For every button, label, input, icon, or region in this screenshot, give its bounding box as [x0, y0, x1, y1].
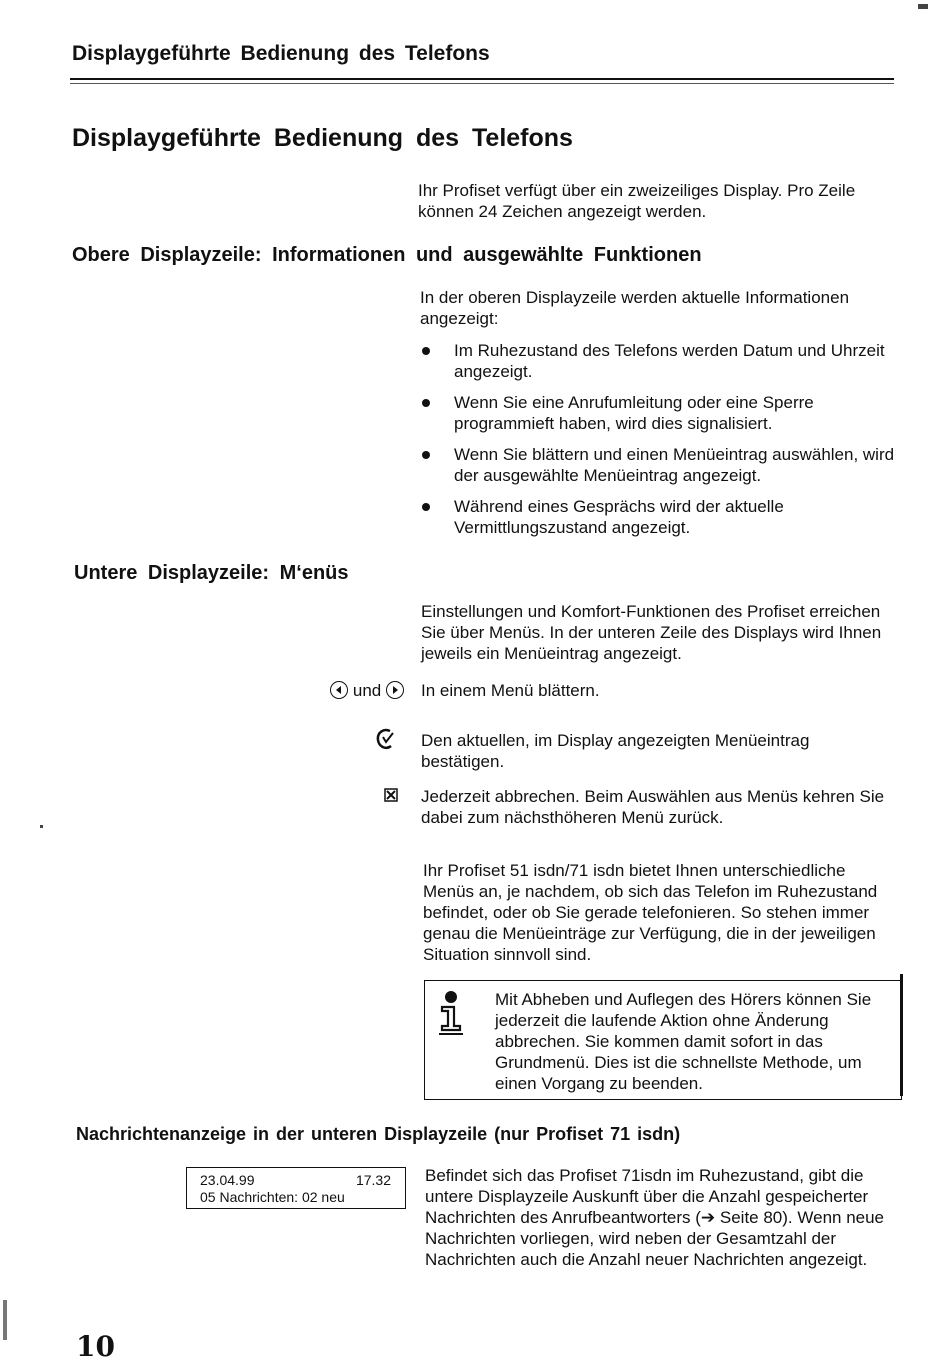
list-item: Während eines Gesprächs wird der aktuelle Vermittlungszustand angezeigt. [420, 496, 895, 538]
cancel-key-icon [384, 788, 398, 807]
scroll-keys-desc: In einem Menü blättern. [421, 681, 600, 700]
scan-speck [3, 1300, 7, 1340]
scan-speck [918, 4, 928, 9]
display-example [186, 1167, 406, 1209]
upper-display-text: In der oberen Displayzeile werden aktuelle Informationen angezeigt: [420, 288, 850, 328]
cancel-key-desc: Jederzeit abbrechen. Beim Auswählen aus Menüs kehren Sie dabei zum nächsthöheren Menü zurück. [421, 787, 885, 827]
intro-paragraph: Ihr Profiset verfügt über ein zweizeiliges Display. Pro Zeile können 24 Zeichen angezeigt werden. [418, 181, 856, 221]
page-number: 10 [76, 1330, 115, 1363]
right-arrow-key-icon [386, 681, 404, 699]
list-item: Wenn Sie eine Anrufumleitung oder eine Sperre programmieft haben, wird dies signalisiert. [420, 392, 895, 434]
display-date: 23.04.99 [200, 1172, 255, 1188]
info-icon [436, 990, 466, 1041]
keys-connector: und [352, 681, 382, 700]
header-rule-thin [70, 83, 894, 84]
menus-paragraph: Ihr Profiset 51 isdn/71 isdn bietet Ihnen unterschiedliche Menüs an, je nachdem, ob sich das Telefon im Ruhezustand befindet, oder ob Sie gerade telefonieren. So stehen immer genau die Menüeinträge zur Verfügung, die in der jeweiligen Situation sinnvoll sind. [423, 861, 878, 964]
list-item: Wenn Sie blättern und einen Menüeintrag auswählen, wird der ausgewählte Menüeintrag angezeigt. [420, 444, 895, 486]
list-item: Im Ruhezustand des Telefons werden Datum und Uhrzeit angezeigt. [420, 340, 895, 382]
running-head: Displaygeführte Bedienung des Telefons [72, 42, 490, 65]
heading-messages: Nachrichtenanzeige in der unteren Displayzeile (nur Profiset 71 isdn) [76, 1124, 681, 1144]
info-note-text: Mit Abheben und Auflegen des Hörers können Sie jederzeit die laufende Aktion ohne Änderung abbrechen. Sie kommen damit sofort in das Grundmenü. Dies ist die schnellste Methode, um einen Vorgang zu beenden. [495, 990, 872, 1093]
header-rule [70, 78, 894, 80]
left-arrow-key-icon [330, 681, 348, 699]
heading-lower-display: Untere Displayzeile: M‘enüs [74, 562, 349, 584]
scroll-keys [312, 681, 404, 701]
lower-display-text: Einstellungen und Komfort-Funktionen des Profiset erreichen Sie über Menüs. In der unteren Zeile des Displays wird Ihnen jeweils ein Menüeintrag angezeigt. [421, 602, 882, 663]
upper-display-bullets [420, 340, 895, 548]
info-note-bar [900, 974, 903, 1096]
heading-upper-display: Obere Displayzeile: Informationen und ausgewählte Funktionen [72, 244, 702, 266]
scan-speck [40, 825, 43, 828]
display-time: 17.32 [355, 1172, 391, 1188]
page-title: Displaygeführte Bedienung des Telefons [72, 124, 573, 152]
confirm-key-desc: Den aktuellen, im Display angezeigten Menüeintrag bestätigen. [421, 731, 810, 771]
confirm-key-icon [374, 727, 396, 758]
display-messages-line: 05 Nachrichten: 02 neu [200, 1189, 345, 1205]
messages-text: Befindet sich das Profiset 71isdn im Ruhezustand, gibt die untere Displayzeile Auskunft über die Anzahl gespeicherter Nachrichten des Anrufbeantworters (➔ Seite 80). Wenn neue Nachrichten vorliegen, wird neben der Gesamtzahl der Nachrichten auch die Anzahl neuer Nachrichten angezeigt. [425, 1166, 885, 1269]
